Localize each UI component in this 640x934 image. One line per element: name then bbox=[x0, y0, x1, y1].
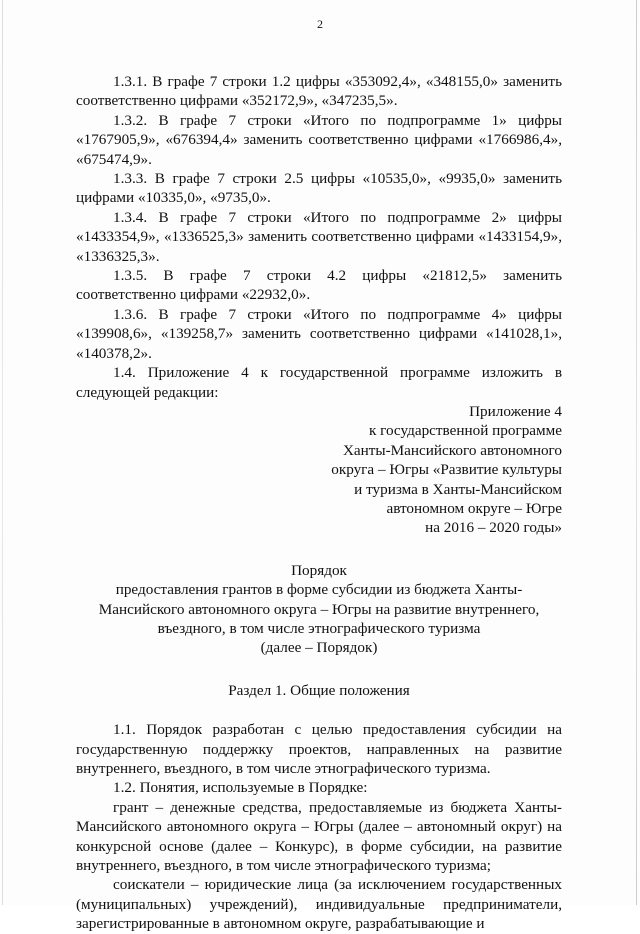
appendix-line: к государственной программе bbox=[368, 422, 562, 440]
appendix-line: Ханты-Мансийского автономного bbox=[342, 441, 562, 459]
paragraph-1-4: 1.4. Приложение 4 к государственной программе изложить в следующей редакции: bbox=[76, 364, 562, 401]
appendix-line: Приложение 4 bbox=[469, 402, 562, 420]
document-body bbox=[76, 72, 562, 934]
section-heading: Раздел 1. Общие положения bbox=[228, 681, 410, 699]
paragraph-1-2: 1.2. Понятия, используемые в Порядке: bbox=[113, 779, 368, 797]
paragraph-1-3-6: 1.3.6. В графе 7 строки «Итого по подпрограмме 4» цифры «139908,6», «139258,7» заменить соответственно цифрами «141028,1», «140378,2». bbox=[76, 305, 562, 362]
title-line: въездного, в том числе этнографического туризма bbox=[157, 619, 481, 637]
scan-edge-left bbox=[2, 0, 3, 905]
paragraph-1-3-3: 1.3.3. В графе 7 строки 2.5 цифры «10535,0», «9935,0» заменить цифрами «10335,0», «9735,0». bbox=[76, 170, 562, 207]
paragraph-1-1: 1.1. Порядок разработан с целью предоставления субсидии на государственную поддержку проектов, направленных на развитие внутреннего, въездного, в том числе этнографического туризма. bbox=[76, 721, 562, 777]
appendix-reference bbox=[316, 402, 562, 538]
appendix-line: автономном округе – Югре bbox=[386, 499, 562, 517]
definition-applicants: соискатели – юридические лица (за исключением государственных (муниципальных) учреждений), индивидуальные предприниматели, зарегистрированные в автономном округе, разрабатывающие и bbox=[76, 876, 562, 933]
paragraph-1-3-2: 1.3.2. В графе 7 строки «Итого по подпрограмме 1» цифры «1767905,9», «676394,4» заменить соответственно цифрами «1766986,4», «675474,9». bbox=[76, 111, 562, 168]
scan-edge-right bbox=[636, 0, 637, 905]
paragraph-1-3-1: 1.3.1. В графе 7 строки 1.2 цифры «353092,4», «348155,0» заменить соответственно цифрами «352172,9», «347235,5». bbox=[76, 73, 562, 110]
definition-grant: грант – денежные средства, предоставляемые из бюджета Ханты-Мансийского автономного округа – Югры (далее – автономный округ) на конкурсной основе (далее – Конкурс), в форме субсидии, на развитие внутреннего, въездного, в том числе этнографического туризма; bbox=[76, 798, 562, 875]
paragraph-1-3-4: 1.3.4. В графе 7 строки «Итого по подпрограмме 2» цифры «1433354,9», «1336525,3» заменить соответственно цифрами «1433154,9», «1336325,3». bbox=[76, 208, 562, 265]
document-title bbox=[76, 561, 562, 658]
appendix-line: и туризма в Ханты-Мансийском bbox=[354, 480, 562, 498]
appendix-line: на 2016 – 2020 годы» bbox=[425, 519, 562, 537]
title-line: (далее – Порядок) bbox=[260, 639, 378, 657]
title-line: предоставления грантов в форме субсидии из бюджета Ханты- bbox=[115, 581, 523, 599]
title-line: Мансийского автономного округа – Югры на развитие внутреннего, bbox=[98, 600, 540, 618]
paragraph-1-3-5: 1.3.5. В графе 7 строки 4.2 цифры «21812,5» заменить соответственно цифрами «22932,0». bbox=[76, 267, 562, 304]
page-number: 2 bbox=[317, 17, 323, 31]
appendix-line: округа – Югры «Развитие культуры bbox=[331, 461, 562, 479]
title-line: Порядок bbox=[291, 561, 347, 579]
